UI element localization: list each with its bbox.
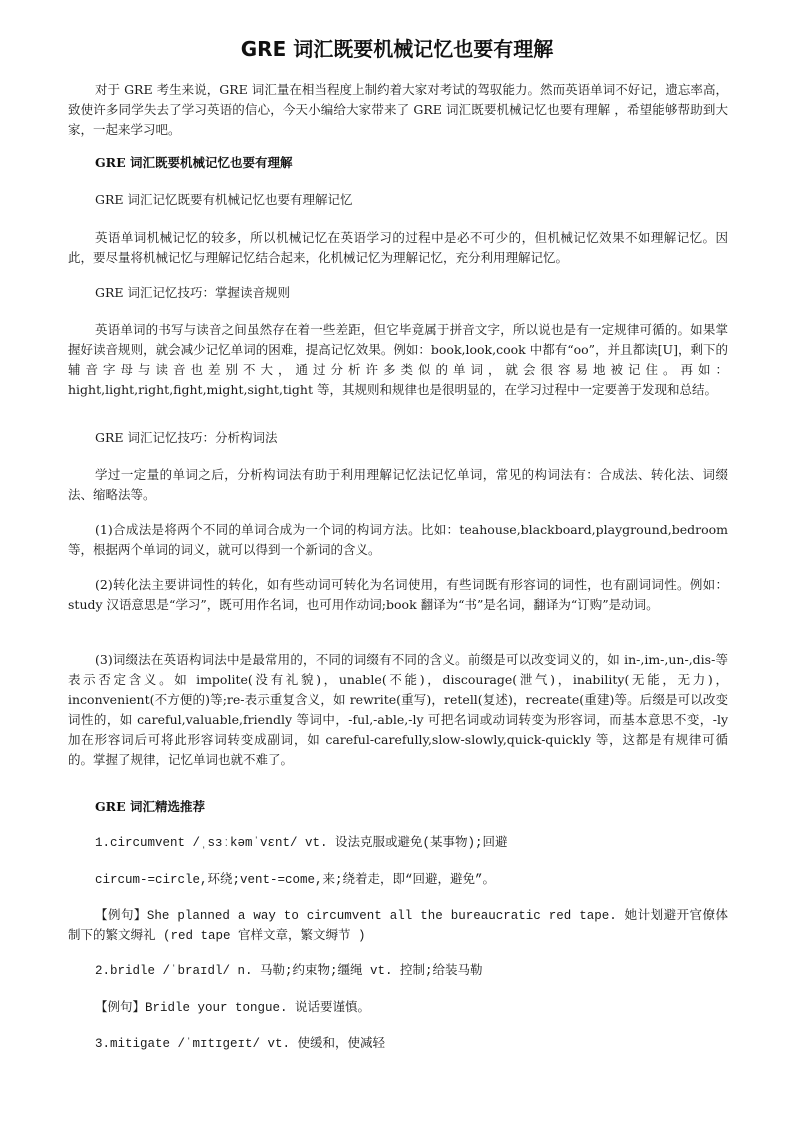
vocab-note-circumvent: circum-=circle,环绕;vent-=come,来;绕着走，即“回避，避免”。 — [95, 873, 496, 887]
list-item-compounding: (1)合成法是将两个不同的单词合成为一个词的构词方法。比如：teahouse,blackboard,playground,bedroom 等，根据两个单词的词义，就可以得到一个新词的含义。 — [68, 522, 728, 557]
vocab-example-circumvent: 【例句】She planned a way to circumvent all the bureaucratic red tape. 她计划避开官僚体制下的繁文缛礼 (red tape 官样文章，繁文缛节 ) — [68, 909, 728, 943]
list-item-conversion: (2)转化法主要讲词性的转化，如有些动词可转化为名词使用，有些词既有形容词的词性，也有副词词性。例如：study 汉语意思是“学习”，既可用作名词，也可用作动词;book 翻译为“书”是名词，翻译为“订购”是动词。 — [68, 577, 728, 612]
section-heading-understanding: GRE 词汇既要机械记忆也要有理解 — [95, 155, 293, 170]
list-item-affixation: (3)词缀法在英语构词法中是最常用的，不同的词缀有不同的含义。前缀是可以改变词义的，如 in-,im-,un-,dis-等表示否定含义。如 impolite(没有礼貌)，unable(不能)，discourage(泄气)，inability(无能，无力)，inconvenient(不方便的)等;re-表示重复含义，如 rewrite(重写)，retell(复述)，recreate(重建)等。后缀是可以改变词性的，如 careful,valuable,friendly 等词中，-ful,-able,-ly 可把名词或动词转变为形容词，而基本意思不变，-ly 加在形容词后可将此形容词转变成副词，如 careful-carefully,slow-slowly,quick-quickly 等，这都是有规律可循的。掌握了规律，记忆单词也就不难了。 — [68, 652, 728, 767]
page-title: GRE 词汇既要机械记忆也要有理解 — [240, 37, 554, 61]
paragraph-word-formation: 学过一定量的单词之后，分析构词法有助于利用理解记忆法记忆单词，常见的构词法有：合成法、转化法、词缀法、缩略法等。 — [68, 467, 728, 502]
vocab-example-bridle: 【例句】Bridle your tongue. 说话要谨慎。 — [95, 1001, 371, 1015]
paragraph-mechanical-memory: 英语单词机械记忆的较多，所以机械记忆在英语学习的过程中是必不可少的，但机械记忆效果不如理解记忆。因此，要尽量将机械记忆与理解记忆结合起来，化机械记忆为理解记忆，充分利用理解记忆。 — [68, 230, 728, 265]
subheading-word-formation: GRE 词汇记忆技巧：分析构词法 — [95, 430, 278, 445]
subheading-pronunciation: GRE 词汇记忆技巧：掌握读音规则 — [95, 285, 290, 300]
vocab-entry-mitigate: 3.mitigate /ˈmɪtɪɡeɪt/ vt. 使缓和，使减轻 — [95, 1037, 386, 1051]
section-heading-recommended-words: GRE 词汇精选推荐 — [95, 799, 205, 814]
vocab-entry-bridle: 2.bridle /ˈbraɪdl/ n. 马勒;约束物;缰绳 vt. 控制;给装马勒 — [95, 964, 483, 978]
subheading-memory: GRE 词汇记忆既要有机械记忆也要有理解记忆 — [95, 192, 353, 207]
intro-paragraph: 对于 GRE 考生来说，GRE 词汇量在相当程度上制约着大家对考试的驾驭能力。然而英语单词不好记，遗忘率高，致使许多同学失去了学习英语的信心，今天小编给大家带来了 GRE 词汇既要机械记忆也要有理解 ，希望能够帮助到大家，一起来学习吧。 — [68, 82, 728, 137]
paragraph-pronunciation: 英语单词的书写与读音之间虽然存在着一些差距，但它毕竟属于拼音文字，所以说也是有一定规律可循的。如果掌握好读音规则，就会减少记忆单词的困难，提高记忆效果。例如：book,look,cook 中都有“oo”，并且都读[U]，剩下的辅音字母与读音也差别不大，通过分析许多类似的单词，就会很容易地被记住。再如： hight,light,right,fight,might,sight,tight 等，其规则和规律也是很明显的，在学习过程中一定要善于发现和总结。 — [68, 322, 728, 397]
vocab-entry-circumvent: 1.circumvent /ˌsɜːkəmˈvɛnt/ vt. 设法克服或避免(某事物);回避 — [95, 836, 508, 850]
